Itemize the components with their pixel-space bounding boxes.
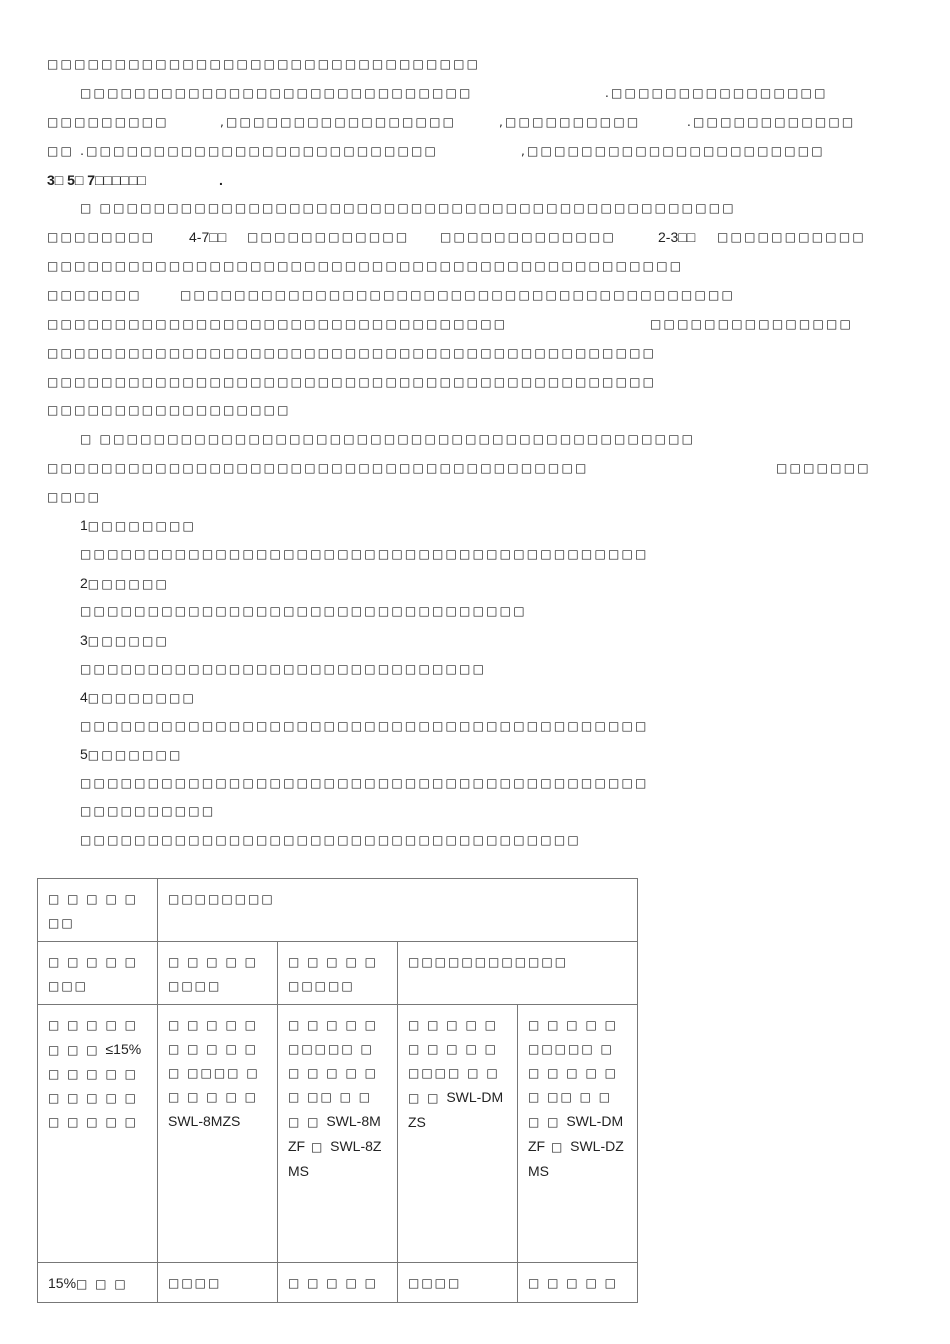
table-cell: □□□□ (158, 1263, 278, 1303)
text-segment: ,□□□□□□□□□□□□□□□□□□□□□□ (521, 144, 825, 158)
text-segment: □□□□□□□□□□□ (717, 230, 866, 244)
text-segment: □□□□□□□□□□□□□□□ (650, 317, 854, 331)
text-segment: . (219, 172, 223, 188)
table-row (38, 942, 638, 1005)
list-item-title: 3□□□□□□ (80, 632, 170, 648)
table-cell: □ □ □ □ □ (278, 1263, 398, 1303)
text-segment: □□□□□□□ (47, 288, 142, 302)
text-segment: □□□□□□□□□□□□□□□□□□□□□□□□□□□□□□□□□□ (47, 317, 508, 331)
text-segment: ,□□□□□□□□□□□□□□□□□ (220, 115, 457, 129)
text-segment: 3□ 5□ 7□□□□□□ (47, 172, 146, 188)
text-line-tail-2: □□□□□□□□□□□□□□□□□□□□□□□□□□□□□□□□□□□□□ (80, 833, 581, 847)
list-item-body: □□□□□□□□□□□□□□□□□□□□□□□□□□□□□□□□□ (80, 604, 527, 618)
table-cell: □ □ □ □ □ □□□□□ □ □ □ □ □ □ □ □□ □ □ □ □ SWL-8MZF □ SWL-8ZMS (278, 1005, 398, 1263)
table-cell: □ □ □ □ □ □□ (38, 879, 158, 942)
table-row (38, 879, 638, 942)
text-segment: □□ .□□□□□□□□□□□□□□□□□□□□□□□□□□ (47, 144, 439, 158)
text-line-14: □ □□□□□□□□□□□□□□□□□□□□□□□□□□□□□□□□□□□□□□□□□□□□ (80, 432, 696, 446)
table-cell: □□□□□□□□□□□□ (398, 942, 638, 1005)
text-segment: .□□□□□□□□□□□□ (687, 115, 856, 129)
list-item-title: 4□□□□□□□□ (80, 689, 197, 705)
text-segment: □□□□□□□ (776, 461, 871, 475)
text-segment: □□□□□□□□□□□□ (247, 230, 410, 244)
text-segment: ,□□□□□□□□□□ (499, 115, 641, 129)
text-segment: 4-7□□ (189, 229, 227, 245)
table-cell: □ □ □ □ □ □ □ □ ≤15% □ □ □ □ □ □ □ □ □ □ □ □ □ □ □ (38, 1005, 158, 1263)
list-item-title: 1□□□□□□□□ (80, 517, 197, 533)
table-row (38, 1005, 638, 1263)
text-segment: 2-3□□ (658, 229, 696, 245)
text-segment: .□□□□□□□□□□□□□□□□ (605, 86, 828, 100)
text-line-8: □□□□□□□□□□□□□□□□□□□□□□□□□□□□□□□□□□□□□□□□□□□□□□□ (47, 259, 684, 273)
list-item-body: □□□□□□□□□□□□□□□□□□□□□□□□□□□□□□□□□□□□□□□□□□ (80, 776, 649, 790)
table-cell: □ □ □ □ □ □□□□□ (278, 942, 398, 1005)
list-item-body: □□□□□□□□□□□□□□□□□□□□□□□□□□□□□□ (80, 662, 487, 676)
text-line-12: □□□□□□□□□□□□□□□□□□□□□□□□□□□□□□□□□□□□□□□□□□□□□ (47, 375, 657, 389)
text-segment: □□□□□□□□□□□□□□□□□□□□□□□□□□□□□□□□□□□□□□□□□ (180, 288, 736, 302)
table-cell: 15%□ □ □ (38, 1263, 158, 1303)
table-cell: □□□□ (398, 1263, 518, 1303)
spec-table (37, 878, 638, 1303)
table-cell: □ □ □ □ □ □□□ (38, 942, 158, 1005)
text-line-tail-1: □□□□□□□□□□ (80, 804, 216, 818)
list-item-title: 2□□□□□□ (80, 575, 170, 591)
text-line-13: □□□□□□□□□□□□□□□□□□ (47, 403, 291, 417)
list-item-body: □□□□□□□□□□□□□□□□□□□□□□□□□□□□□□□□□□□□□□□□□□ (80, 719, 649, 733)
text-line-1: □□□□□□□□□□□□□□□□□□□□□□□□□□□□□□□□ (47, 57, 481, 71)
text-line-11: □□□□□□□□□□□□□□□□□□□□□□□□□□□□□□□□□□□□□□□□□□□□□ (47, 346, 657, 360)
table-cell: □ □ □ □ □ □ □ □ □ □ □ □□□□ □ □ □ □ □ □ SWL-8MZS (158, 1005, 278, 1263)
table-cell: □ □ □ □ □ □ □ □ □ □ □□□□ □ □ □ □ SWL-DMZS (398, 1005, 518, 1263)
text-segment: □□□□□□□□□□□□□□□□□□□□□□□□□□□□□□□□□□□□□□□□ (47, 461, 589, 475)
table-cell: □□□□□□□□ (158, 879, 638, 942)
table-row (38, 1263, 638, 1303)
list-item-title: 5□□□□□□□ (80, 746, 183, 762)
text-line-6: □ □□□□□□□□□□□□□□□□□□□□□□□□□□□□□□□□□□□□□□□□□□□□□□□ (80, 201, 736, 215)
text-line-16: □□□□ (47, 490, 102, 504)
table-cell: □ □ □ □ □ □□□□□ □ □ □ □ □ □ □ □□ □ □ □ □ SWL-DMZF □ SWL-DZMS (518, 1005, 638, 1263)
list-item-body: □□□□□□□□□□□□□□□□□□□□□□□□□□□□□□□□□□□□□□□□□□ (80, 547, 649, 561)
text-segment: □□□□□□□□□□□□□□□□□□□□□□□□□□□□□ (80, 86, 473, 100)
text-segment: □□□□□□□□□□□□□ (440, 230, 616, 244)
text-segment: □□□□□□□□ (47, 230, 156, 244)
table-cell: □ □ □ □ □ (518, 1263, 638, 1303)
table-cell: □ □ □ □ □ □□□□ (158, 942, 278, 1005)
text-segment: □□□□□□□□□ (47, 115, 169, 129)
